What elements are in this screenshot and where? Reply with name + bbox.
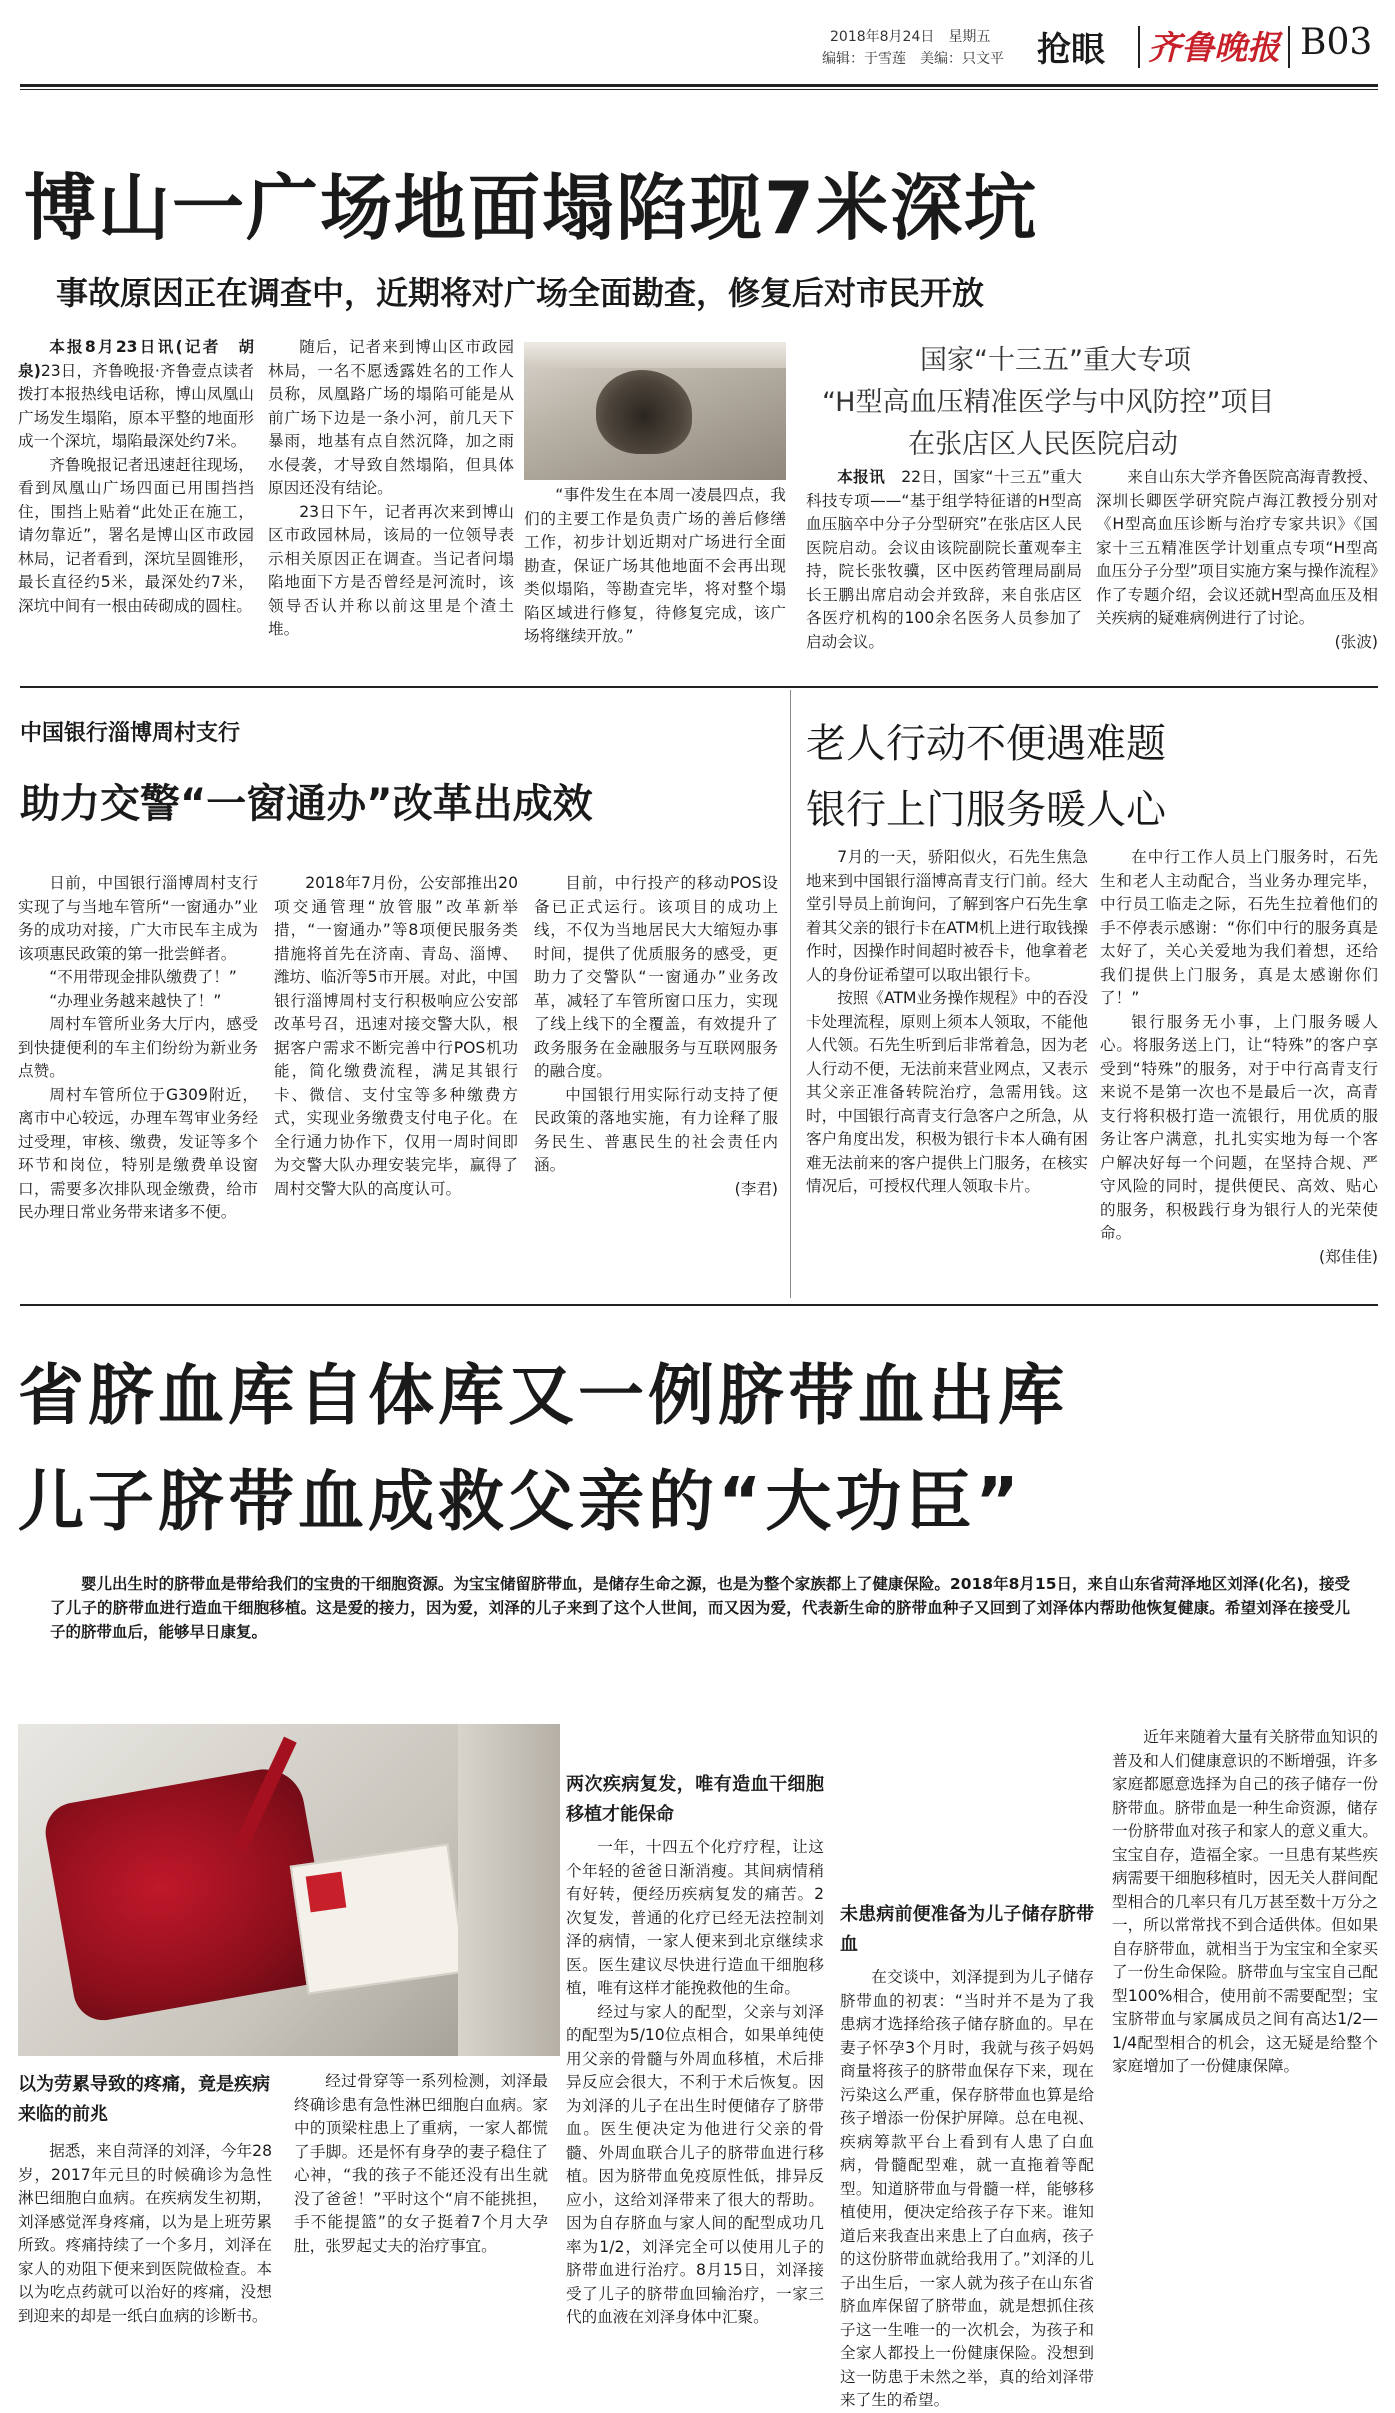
sinkhole-photo-caption: “事件发生在本周一凌晨四点，我们的主要工作是负责广场的善后修缮工作，初步计划近期对广场进行全面勘查，保证广场其他地面不会再出现类似塌陷，等勘查完毕，将对整个塌陷区域进行修复，待修复完成，该广场将继续开放。” xyxy=(524,486,786,645)
story3-para-8: 中国银行用实际行动支持了便民政策的落地实施，有力诠释了服务民生、普惠民生的社会责任内涵。 xyxy=(534,1085,778,1174)
story2-byline: 本报讯 xyxy=(837,468,886,486)
story2-para-1: 22日，国家“十三五”重大科技专项——“基于组学特征谱的H型高血压脑卒中分子分型研究”在张店区人民医院启动。会议由该院副院长董观奉主持，院长张牧骥，区中医药管理局副局长王鹏出席启动会并致辞，来自张店区各医疗机构的100余名医务人员参加了启动会议。 xyxy=(806,468,1082,651)
story2-para-2: 来自山东大学齐鲁医院高海青教授、深圳长卿医学研究院卢海江教授分别对《H型高血压诊断与治疗专家共识》《国家十三五精准医学计划重点专项“H型高血压分子分型”项目实施方案与操作流程》作了专题介绍，会议还就H型高血压及相关疾病的疑难病例进行了讨论。 xyxy=(1096,468,1378,627)
story5-column-1 xyxy=(18,2140,272,2328)
story5-subhead-1: 以为劳累导致的疼痛，竟是疾病来临的前兆 xyxy=(18,2074,270,2125)
story5-column4-para-1: 在交谈中，刘泽提到为儿子储存脐带血的初衷：“当时并不是为了我患病才选择给孩子储存脐血的。早在妻子怀孕3个月时，我就与孩子妈妈商量将孩子的脐带血保存下来，现在污染这么严重，保存脐带血也算是给孩子增添一份保护屏障。总在电视、疾病筹款平台上看到有人患了白血病，骨髓配型难，就一直拖着等配型。知道脐带血与骨髓一样，能够移植使用，便决定给孩子存下来。谁知道后来我查出来患上了白血病，孩子的这份脐带血就给我用了。”刘泽的儿子出生后，一家人就为孩子在山东省脐血库保留了脐带血，就是想抓住孩子这一生唯一的一次机会，为孩子和全家人都投上一份健康保险。没想到这一防患于未然之举，真的给刘泽带来了生的希望。 xyxy=(840,1968,1094,2409)
story1-para-1: 23日，齐鲁晚报·齐鲁壹点读者拨打本报热线电话称，博山凤凰山广场发生塌陷，原本平整的地面形成一个深坑，塌陷最深处约7米。 xyxy=(18,361,254,450)
story1-byline: 本报8月23日讯(记者 胡泉) xyxy=(18,338,254,380)
story3-para-2: “不用带现金排队缴费了！” xyxy=(49,968,237,986)
story4-para-3: 在中行工作人员上门服务时，石先生和老人主动配合，当业务办理完毕，中行员工临走之际，石先生拉着他们的手不停表示感谢：“你们中行的服务真是太好了，关心关爱地为我们着想，还给我们提供上门服务，真是太感谢你们了！” xyxy=(1100,848,1378,1007)
story5-column3-para-2: 经过与家人的配型，父亲与刘泽的配型为5/10位点相合，如果单纯使用父亲的骨髓与外周血移植，术后排异反应会很大，不利于术后恢复。因为刘泽的儿子在出生时便储存了脐带血。医生便决定为他进行父亲的骨髓、外周血联合儿子的脐带血进行移植。因为脐带血免疫原性低，排异反应小，这给刘泽带来了很大的帮助。因为自存脐血与家人间的配型成功几率为1/2，刘泽完全可以使用儿子的脐带血进行治疗。8月15日，刘泽接受了儿子的脐带血回输治疗，一家三代的血液在刘泽身体中汇聚。 xyxy=(566,2002,824,2326)
story3-para-7: 目前，中行投产的移动POS设备已正式运行。该项目的成功上线，不仅为当地居民大大缩短办事时间，提供了优质服务的感受，更助力了交警队“一窗通办”业务改革，减轻了车管所窗口压力，实现了线上线下的全覆盖，有效提升了政务服务在金融服务与互联网服务的融合度。 xyxy=(534,874,778,1080)
story4-title-line1: 老人行动不便遇难题 xyxy=(806,721,1166,767)
sinkhole-photo xyxy=(524,342,786,480)
story2-title-line1: 国家“十三五”重大专项 xyxy=(920,345,1191,376)
story4-para-1: 7月的一天，骄阳似火，石先生焦急地来到中国银行淄博高青支行门前。经大堂引导员上前询问，了解到客户石先生拿着其父亲的银行卡在ATM机上进行取钱操作时，因操作时间超时被吞卡，他拿着老人的身份证希望可以取出银行卡。 xyxy=(806,848,1088,984)
story5-subhead-2: 两次疾病复发，唯有造血干细胞移植才能保命 xyxy=(566,1774,824,1825)
story3-para-4: 周村车管所业务大厅内，感受到快捷便利的车主们纷纷为新业务点赞。 xyxy=(18,1015,258,1080)
cord-blood-bag-photo xyxy=(18,1724,560,2056)
story1-column-2 xyxy=(268,336,514,642)
story3-para-6: 2018年7月份，公安部推出20项交通管理“放管服”改革新举措，“一窗通办”等8项便民服务类措施将首先在济南、青岛、淄博、潍坊、临沂等5市开展。对此，中国银行淄博周村支行积极响应公安部改革号召，迅速对接交警大队，根据客户需求不断完善中行POS机功能，简化缴费流程，满足其银行卡、微信、支付宝等多种缴费方式，实现业务缴费支付电子化。在全行通力协作下，仅用一周时间即为交警大队办理安装完毕，赢得了周村交警大队的高度认可。 xyxy=(274,874,518,1198)
issue-date: 2018年8月24日 星期五 xyxy=(830,29,991,45)
story3-para-3: “办理业务越来越快了！” xyxy=(49,991,222,1010)
story3-para-1: 日前，中国银行淄博周村支行实现了与当地车管所“一窗通办”业务的成功对接，广大市民车主成为该项惠民政策的第一批尝鲜者。 xyxy=(18,874,258,963)
story4-para-2: 按照《ATM业务操作规程》中的吞没卡处理流程，原则上须本人领取，不能他人代领。石先生听到后非常着急，因为老人行动不便，无法前来营业网点，又表示其父亲正准备转院治疗，急需用钱。这时，中国银行高青支行急客户之所急，从客户角度出发，积极为银行卡本人确有困难无法前来的客户提供上门服务，在核实情况后，可授权代理人领取卡片。 xyxy=(806,989,1088,1195)
story4-title-line2: 银行上门服务暖人心 xyxy=(806,787,1166,833)
story2-title-line3: 在张店区人民医院启动 xyxy=(908,429,1178,460)
story1-subtitle: 事故原因正在调查中，近期将对广场全面勘查，修复后对市民开放 xyxy=(56,274,985,312)
story3-column-3 xyxy=(534,872,778,1201)
story4-signature: (郑佳佳) xyxy=(1319,1247,1378,1266)
story5-column3-para-1: 一年，十四五个化疗疗程，让这个年轻的爸爸日渐消瘦。其间病情稍有好转，便经历疾病复发的痛苦。2次复发，普通的化疗已经无法控制刘泽的病情，一家人便来到北京继续求医。医生建议尽快进行造血干细胞移植，唯有这样才能挽救他的生命。 xyxy=(566,1838,824,1997)
story2-title-line2: “H型高血压精准医学与中风防控”项目 xyxy=(822,387,1275,418)
story5-headline-line1: 省脐血库自体库又一例脐带血出库 xyxy=(18,1357,1068,1434)
story5-subhead-3: 未患病前便准备为儿子储存脐带血 xyxy=(840,1904,1094,1955)
story3-kicker: 中国银行淄博周村支行 xyxy=(20,721,241,746)
page-number: B03 xyxy=(1300,22,1373,63)
story4-column-2 xyxy=(1100,846,1378,1269)
story1-para-3: 随后，记者来到博山区市政园林局，一名不愿透露姓名的工作人员称，凤凰路广场的塌陷可能是从前广场下边是一条小河，前几天下暴雨，地基有点自然沉降，加之雨水侵袭，才导致自然塌陷，但具体原因还没有结论。 xyxy=(268,338,514,497)
story3-para-5: 周村车管所位于G309附近，离市中心较远，办理车驾审业务经过受理，审核、缴费，发证等多个环节和岗位，特别是缴费单设窗口，需要多次排队现金缴费，给市民办理日常业务带来诸多不便。 xyxy=(18,1085,258,1221)
story1-column-1 xyxy=(18,336,254,618)
story1-para-2: 齐鲁晚报记者迅速赶往现场，看到凤凰山广场四面已用围挡挡住，围挡上贴着“此处正在施工，请勿靠近”，署名是博山区市政园林局，记者看到，深坑呈圆锥形，最长直径约5米，最深处约7米，深坑中间有一根由砖砌成的圆柱。 xyxy=(18,455,254,615)
story1-para-4: 23日下午，记者再次来到博山区市政园林局，该局的一位领导表示相关原因正在调查。当记者问塌陷地面下方是否曾经是河流时，该领导否认并称以前这里是个渣土堆。 xyxy=(268,502,514,638)
story3-headline: 助力交警“一窗通办”改革出成效 xyxy=(20,781,593,827)
story3-column-2 xyxy=(274,872,518,1201)
story1-headline: 博山一广场地面塌陷现7米深坑 xyxy=(24,166,1039,250)
editor-credits: 编辑：于雪莲 美编：只文平 xyxy=(822,51,1004,67)
story2-column-2 xyxy=(1096,466,1378,654)
section-name: 抢眼 xyxy=(1037,30,1105,70)
story3-column-1 xyxy=(18,872,258,1225)
story5-column2-para-1: 经过骨穿等一系列检测，刘泽最终确诊患有急性淋巴细胞白血病。家中的顶梁柱患上了重病，一家人都慌了手脚。还是怀有身孕的妻子稳住了心神，“我的孩子不能还没有出生就没了爸爸！”平时这个“肩不能挑担，手不能提篮”的女子挺着7个月大孕肚，张罗起丈夫的治疗事宜。 xyxy=(294,2072,548,2255)
story5-headline-line2: 儿子脐带血成救父亲的“大功臣” xyxy=(18,1463,1023,1540)
story5-column1-para-1: 据悉，来自菏泽的刘泽，今年28岁，2017年元旦的时候确诊为急性淋巴细胞白血病。在疾病发生初期，刘泽感觉浑身疼痛，以为是上班劳累所致。疼痛持续了一个多月，刘泽在家人的劝阻下便来到医院做检查。本以为吃点药就可以治好的疼痛，没想到迎来的却是一纸白血病的诊断书。 xyxy=(18,2142,272,2325)
story5-column-2 xyxy=(294,2070,548,2258)
newspaper-logo: 齐鲁晚报 xyxy=(1148,28,1280,67)
story5-column-5 xyxy=(1112,1726,1378,2079)
story5-lead-paragraph: 婴儿出生时的脐带血是带给我们的宝贵的干细胞资源。为宝宝储留脐带血，是储存生命之源，也是为整个家族都上了健康保险。2018年8月15日，来自山东省菏泽地区刘泽(化名)，接受了儿子的脐带血进行造血干细胞移植。这是爱的接力，因为爱，刘泽的儿子来到了这个人世间，而又因为爱，代表新生命的脐带血种子又回到了刘泽体内帮助他恢复健康。希望刘泽在接受儿子的脐带血后，能够早日康复。 xyxy=(50,1575,1350,1641)
story5-column-4 xyxy=(840,1726,1094,2413)
story5-column-3 xyxy=(566,1730,824,2330)
story4-para-4: 银行服务无小事，上门服务暖人心。将服务送上门，让“特殊”的客户享受到“特殊”的服务，对于中行高青支行来说不是第一次也不是最后一次，高青支行将积极打造一流银行，用优质的服务让客户满意，扎扎实实地为每一个客户解决好每一个问题，在坚持合规、严守风险的同时，提供便民、高效、贴心的服务，积极践行身为银行人的光荣使命。 xyxy=(1100,1012,1378,1242)
story2-column-1 xyxy=(806,466,1082,654)
story4-column-1 xyxy=(806,846,1088,1199)
story5-column5-para-1: 近年来随着大量有关脐带血知识的普及和人们健康意识的不断增强，许多家庭都愿意选择为自己的孩子储存一份脐带血。脐带血是一种生命资源，储存一份脐带血对孩子和家人的意义重大。宝宝自存，造福全家。一旦患有某些疾病需要干细胞移植时，因无关人群间配型相合的几率只有几万甚至数十万分之一，所以常常找不到合适供体。但如果自存脐带血，就相当于为宝宝和全家买了一份生命保险。脐带血与宝宝自己配型100%相合，使用前不需要配型；宝宝脐带血与家属成员之间有高达1/2—1/4配型相合的机会，这无疑是给整个家庭增加了一份健康保障。 xyxy=(1112,1728,1378,2075)
story3-signature: (李君) xyxy=(734,1179,778,1198)
story2-signature: (张波) xyxy=(1334,632,1378,651)
